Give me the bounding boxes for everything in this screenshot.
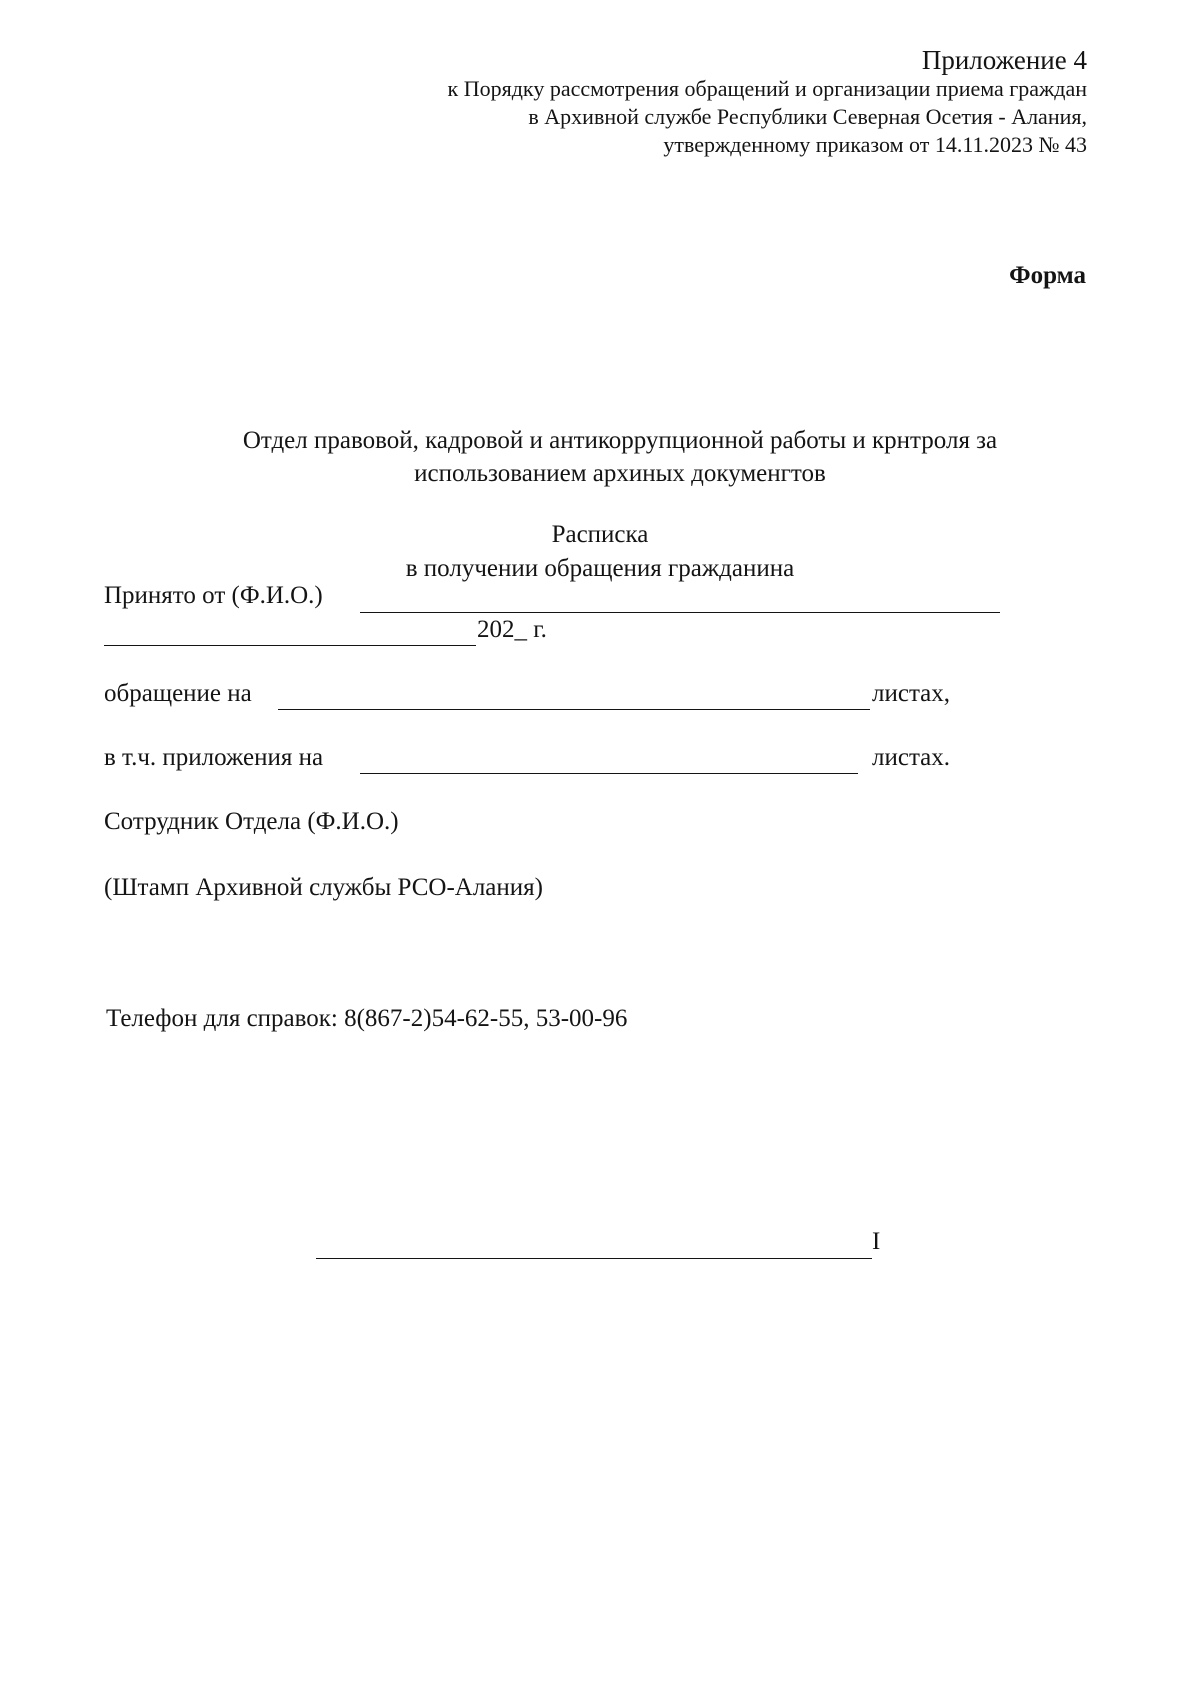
department-heading — [0, 424, 1200, 490]
year-label: 202_ г. — [477, 616, 547, 643]
bottom-line — [316, 1258, 872, 1259]
attachments-label: в т.ч. приложения на — [104, 744, 324, 771]
stamp-label: (Штамп Архивной службы РСО-Алания) — [104, 874, 543, 901]
phone-info: Телефон для справок: 8(867-2)54-62-55, 53-00-96 — [106, 1005, 628, 1032]
bottom-mark: I — [872, 1228, 881, 1255]
attachments-sheets-line[interactable] — [360, 773, 858, 774]
appendix-line-3: утвержденному приказом от 14.11.2023 № 43 — [663, 132, 1087, 157]
date-line[interactable] — [104, 645, 476, 646]
department-line-1: Отдел правовой, кадровой и антикоррупционной работы и крнтроля за — [242, 427, 998, 454]
appendix-header — [448, 45, 1087, 159]
appendix-title: Приложение 4 — [921, 45, 1087, 75]
appendix-line-2: в Архивной службе Республики Северная Осетия - Алания, — [528, 104, 1087, 129]
accepted-from-label: Принято от (Ф.И.О.) — [104, 582, 323, 609]
accepted-from-line[interactable] — [360, 612, 1000, 613]
sheets-label-2: листах. — [872, 744, 951, 771]
receipt-subtitle: в получении обращения гражданина — [405, 555, 795, 582]
appeal-on-label: обращение на — [104, 680, 252, 707]
appeal-sheets-line[interactable] — [278, 709, 870, 710]
appendix-line-1: к Порядку рассмотрения обращений и организации приема граждан — [447, 76, 1087, 101]
form-label: Форма — [1009, 262, 1086, 289]
employee-label: Сотрудник Отдела (Ф.И.О.) — [104, 808, 399, 835]
receipt-heading — [0, 518, 1200, 586]
sheets-label-1: листах, — [872, 680, 951, 707]
department-line-2: использованием архиных докуменгтов — [414, 460, 826, 487]
receipt-title: Расписка — [551, 521, 649, 548]
